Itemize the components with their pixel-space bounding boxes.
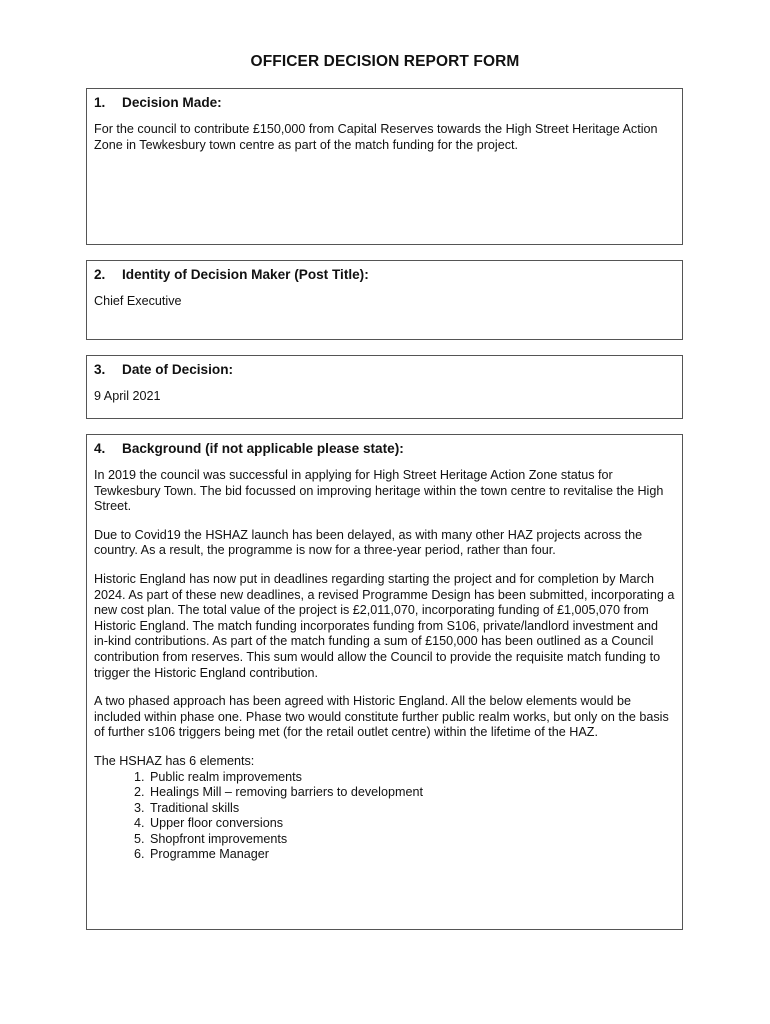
- page-title: OFFICER DECISION REPORT FORM: [250, 53, 520, 70]
- section-number: 4.: [94, 441, 106, 456]
- section-heading: [94, 361, 675, 379]
- decision-date-text: 9 April 2021: [94, 389, 161, 403]
- section-date-of-decision: [86, 355, 683, 419]
- section-number: 2.: [94, 267, 106, 282]
- list-item: 6. Programme Manager: [148, 847, 675, 863]
- section-heading-text: Identity of Decision Maker (Post Title):: [122, 267, 369, 282]
- decision-maker-text: Chief Executive: [94, 294, 182, 308]
- section-heading-text: Date of Decision:: [122, 362, 234, 377]
- background-paragraph: Due to Covid19 the HSHAZ launch has been delayed, as with many other HAZ projects across the country. As a result, the programme is now for a three-year period, rather than four.: [94, 527, 643, 558]
- section-decision-maker: [86, 260, 683, 340]
- background-paragraph: A two phased approach has been agreed with Historic England. All the below elements would be included within phase one. Phase two would constitute further public realm works, but only on the basis of further s106 triggers being met (for the retail outlet centre) within the lifetime of the HAZ.: [94, 694, 669, 740]
- elements-list: [94, 770, 675, 864]
- background-paragraph: Historic England has now put in deadlines regarding starting the project and for completion by March 2024. As part of these new deadlines, a revised Programme Design has been submitted, incorporating a new cost plan. The total value of the project is £2,011,070, incorporating funding of £1,005,070 from Historic England. The match funding incorporates funding from S106, private/landlord investment and in-kind contributions. As part of the match funding a sum of £150,000 has been outlined as a Council contribution from reserves. This sum would allow the Council to provide the requisite match funding to trigger the Historic England contribution.: [94, 571, 675, 680]
- section-heading-text: Background (if not applicable please state):: [122, 441, 404, 456]
- section-decision-made: [86, 88, 683, 245]
- section-number: 3.: [94, 362, 106, 377]
- list-item: 2. Healings Mill – removing barriers to development: [148, 785, 675, 801]
- list-item: 5. Shopfront improvements: [148, 832, 675, 848]
- list-item: 1. Public realm improvements: [148, 770, 675, 786]
- decision-text: For the council to contribute £150,000 from Capital Reserves towards the High Street Heritage Action Zone in Tewkesbury town centre as part of the match funding for the project.: [94, 122, 658, 152]
- section-heading-text: Decision Made:: [122, 95, 222, 110]
- section-heading: [94, 94, 675, 112]
- section-heading: [94, 440, 675, 458]
- background-paragraph: In 2019 the council was successful in applying for High Street Heritage Action Zone status for Tewkesbury Town. The bid focussed on improving heritage within the town centre to revitalise the High Street.: [94, 468, 664, 514]
- list-item: 4. Upper floor conversions: [148, 816, 675, 832]
- section-background: [86, 434, 683, 930]
- list-item: 3. Traditional skills: [148, 801, 675, 817]
- elements-intro: The HSHAZ has 6 elements:: [94, 753, 255, 768]
- section-number: 1.: [94, 95, 106, 110]
- section-heading: [94, 266, 675, 284]
